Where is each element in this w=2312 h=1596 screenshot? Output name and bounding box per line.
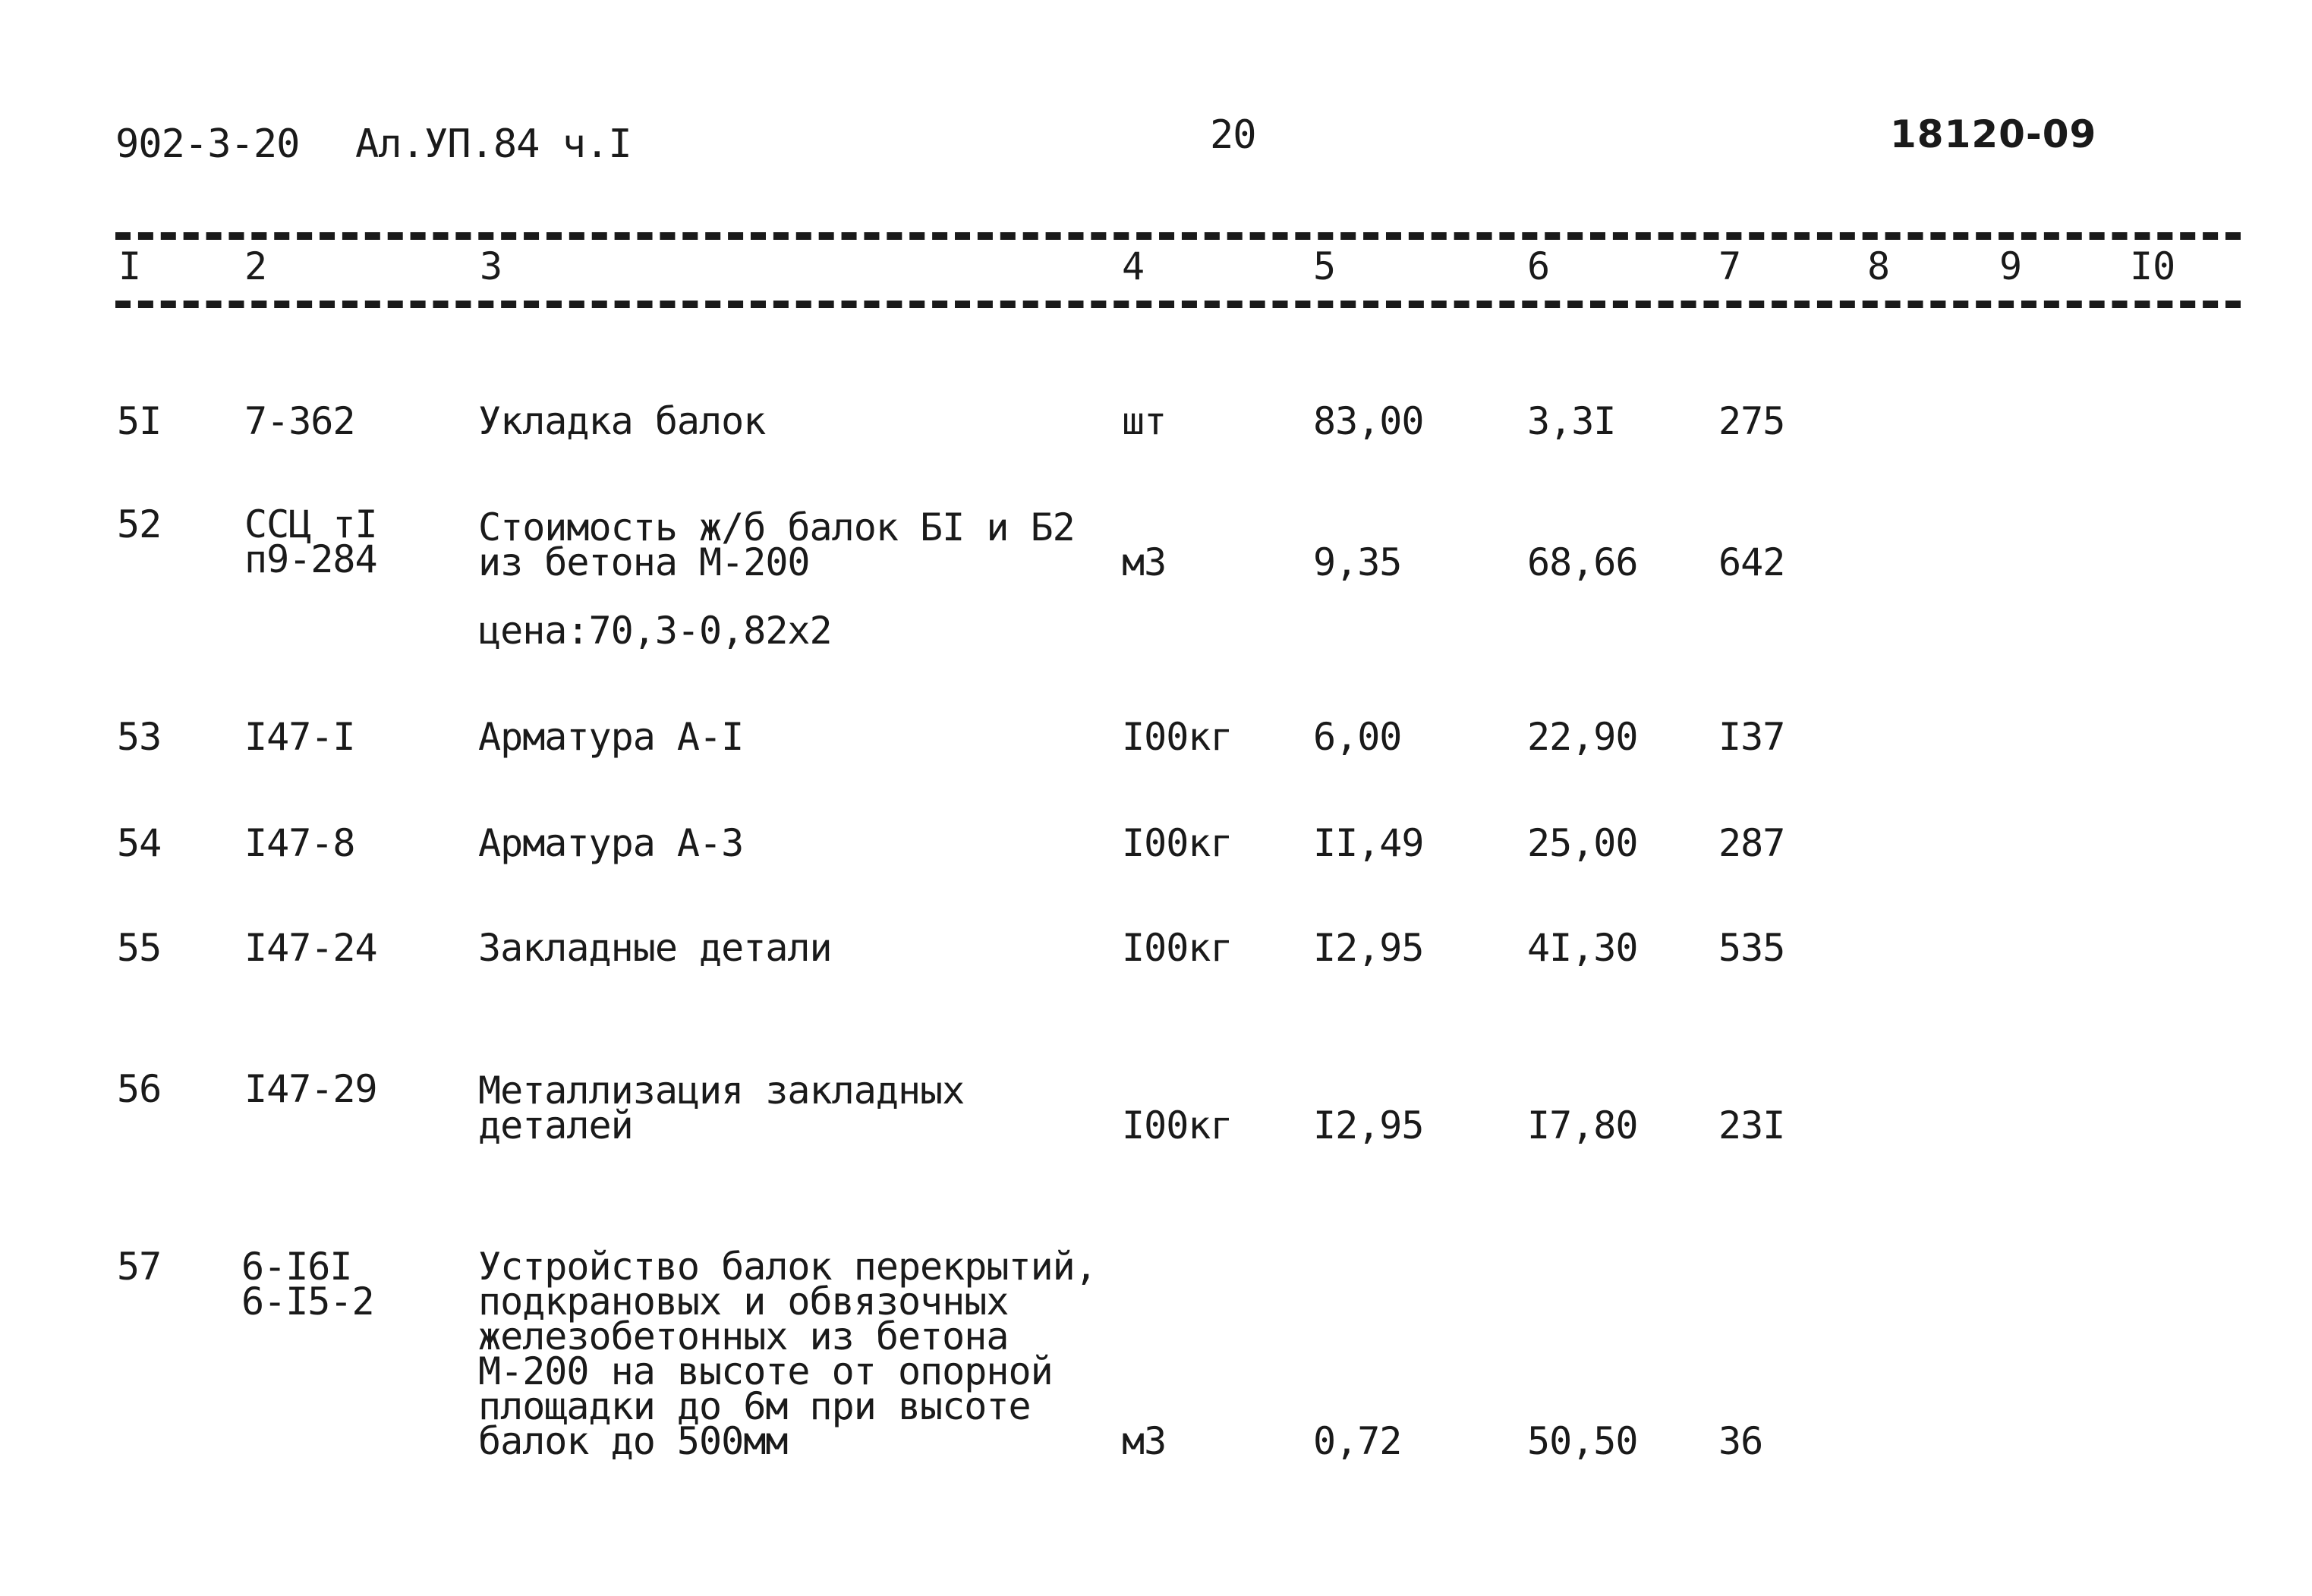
column-header: 6 xyxy=(1527,244,1551,288)
work-description: Закладные детали xyxy=(478,926,832,970)
norm-code: I47-8 xyxy=(244,821,355,865)
work-description: Устройство балок перекрытий, подкрановых и обвязочных железобетонных из бетона М-200 на высоте от опорной площадки до 6м при высоте балок до 500мм xyxy=(478,1245,1097,1463)
quantity: 83,00 xyxy=(1313,399,1424,443)
norm-code: 6-I6I 6-I5-2 xyxy=(241,1245,374,1324)
row-number: 55 xyxy=(117,926,162,970)
album-reference: Ал.УП.84 ч.I xyxy=(355,121,632,167)
row-number: 56 xyxy=(117,1067,162,1111)
work-description: Стоимость ж/б балок БI и Б2 из бетона М-200 xyxy=(478,505,1075,584)
row-number: 5I xyxy=(117,399,162,443)
price-note: цена:70,3-0,82х2 xyxy=(478,609,832,653)
unit: шт xyxy=(1122,399,1167,443)
norm-code: ССЦ тI п9-284 xyxy=(244,502,377,581)
total-cost: I37 xyxy=(1718,715,1785,759)
total-cost: 36 xyxy=(1718,1419,1763,1463)
unit: м3 xyxy=(1122,540,1167,584)
column-header: 9 xyxy=(1999,244,2023,288)
total-cost: 535 xyxy=(1718,926,1785,970)
row-number: 57 xyxy=(117,1245,162,1289)
unit-price: 3,3I xyxy=(1527,399,1616,443)
column-header: 2 xyxy=(244,244,268,288)
quantity: II,49 xyxy=(1313,821,1424,865)
header-bottom-rule xyxy=(115,301,2241,308)
norm-code: I47-24 xyxy=(244,926,377,970)
row-number: 54 xyxy=(117,821,162,865)
norm-code: I47-29 xyxy=(244,1067,377,1111)
unit: I00кг xyxy=(1122,715,1233,759)
row-number: 52 xyxy=(117,502,162,546)
unit-price: 25,00 xyxy=(1527,821,1638,865)
row-number: 53 xyxy=(117,715,162,759)
work-description: Металлизация закладных деталей xyxy=(478,1069,965,1147)
total-cost: 275 xyxy=(1718,399,1785,443)
unit-price: 68,66 xyxy=(1527,540,1638,584)
unit: I00кг xyxy=(1122,1103,1233,1147)
column-header: 8 xyxy=(1867,244,1891,288)
archive-stamp-number: 18120-09 xyxy=(1890,112,2097,156)
quantity: 0,72 xyxy=(1313,1419,1402,1463)
column-header: 5 xyxy=(1313,244,1337,288)
column-header: 7 xyxy=(1718,244,1742,288)
unit-price: 22,90 xyxy=(1527,715,1638,759)
quantity: 6,00 xyxy=(1313,715,1402,759)
unit: I00кг xyxy=(1122,821,1233,865)
work-description: Арматура А-3 xyxy=(478,821,744,865)
unit-price: I7,80 xyxy=(1527,1103,1638,1147)
column-header: I0 xyxy=(2130,244,2176,288)
column-header: 4 xyxy=(1122,244,1145,288)
work-description: Арматура А-I xyxy=(478,715,744,759)
doc-code: 902-3-20 xyxy=(115,121,300,167)
column-header: 3 xyxy=(480,244,503,288)
norm-code: 7-362 xyxy=(244,399,355,443)
total-cost: 23I xyxy=(1718,1103,1785,1147)
quantity: I2,95 xyxy=(1313,926,1424,970)
unit-price: 4I,30 xyxy=(1527,926,1638,970)
total-cost: 287 xyxy=(1718,821,1785,865)
quantity: I2,95 xyxy=(1313,1103,1424,1147)
unit-price: 50,50 xyxy=(1527,1419,1638,1463)
page-number: 20 xyxy=(1210,112,1256,158)
work-description: Укладка балок xyxy=(478,399,766,443)
unit: I00кг xyxy=(1122,926,1233,970)
total-cost: 642 xyxy=(1718,540,1785,584)
column-header: I xyxy=(118,244,142,288)
norm-code: I47-I xyxy=(244,715,355,759)
quantity: 9,35 xyxy=(1313,540,1402,584)
unit: м3 xyxy=(1122,1419,1167,1463)
header-top-rule xyxy=(115,232,2241,240)
